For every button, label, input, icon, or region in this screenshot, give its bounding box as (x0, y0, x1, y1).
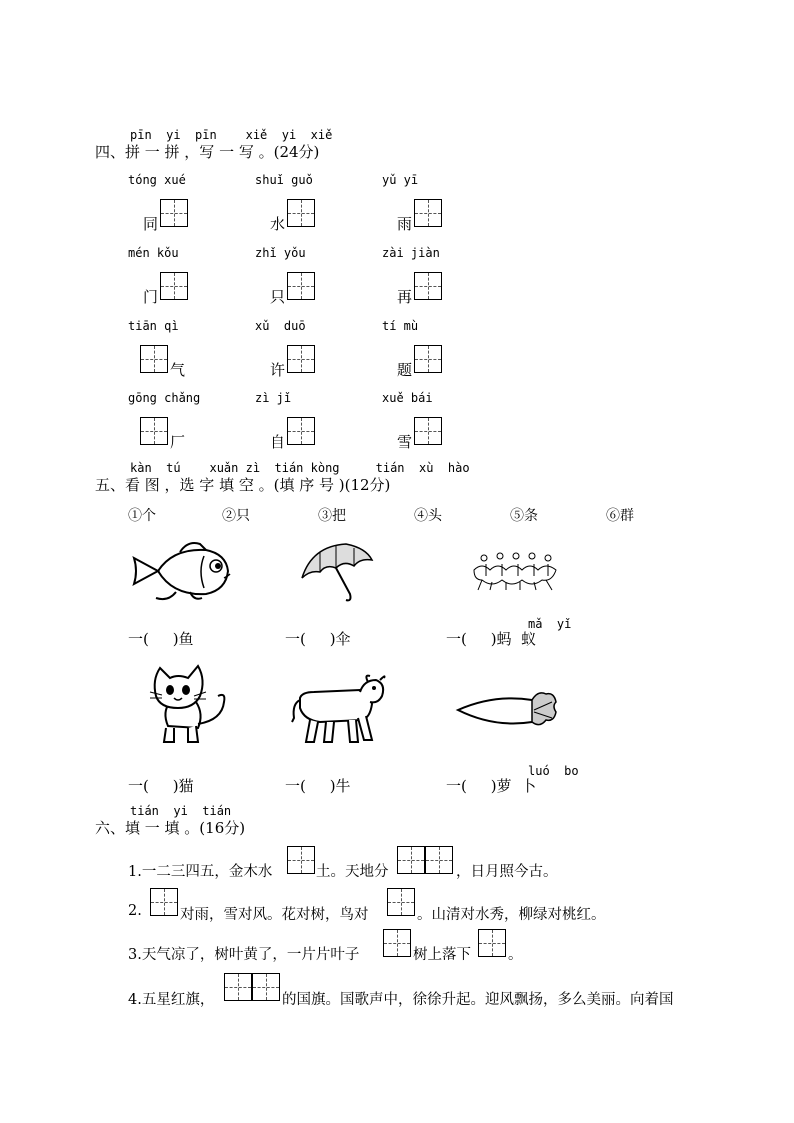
section5-title: 五、看 图 ，选 字 填 空 。(填 序 号 )(12分) (95, 476, 391, 494)
word-pinyin: tiān qì (128, 319, 179, 333)
word-pinyin: zhǐ yǒu (255, 246, 306, 260)
given-character: 雪 (397, 433, 413, 451)
option-6: ⑥群 (606, 508, 634, 524)
line3-part1: 3.天气凉了，树叶黄了，一片片叶子 (128, 947, 360, 963)
fill-fish: 一( )鱼 (128, 630, 194, 648)
writing-box[interactable] (414, 417, 442, 445)
writing-box[interactable] (414, 345, 442, 373)
given-character: 自 (270, 433, 286, 451)
line3-part2: 树上落下 (413, 947, 471, 963)
word-pinyin: gōng chǎng (128, 391, 201, 405)
word-pinyin: zài jiàn (382, 246, 440, 260)
option-1: ①个 (128, 508, 156, 524)
pinyin-luobo: luó bo (528, 764, 579, 778)
given-character: 雨 (397, 215, 413, 233)
writing-box[interactable] (478, 929, 506, 957)
word-pinyin: shuǐ guǒ (255, 173, 313, 187)
line2-part1: 2. (128, 903, 142, 919)
fish-icon (128, 538, 232, 604)
writing-box[interactable] (252, 973, 280, 1001)
word-pinyin: mén kǒu (128, 246, 179, 260)
line1-part1: 1.一二三四五，金木水 (128, 864, 273, 880)
line2-part2: 对雨，雪对风。花对树，鸟对 (180, 907, 369, 923)
word-pinyin: tóng xué (128, 173, 186, 187)
option-4: ④头 (414, 508, 442, 524)
writing-box[interactable] (414, 199, 442, 227)
radish-icon (454, 688, 558, 734)
writing-box[interactable] (140, 345, 168, 373)
ants-icon (472, 550, 558, 592)
fill-ants: 一( )蚂 蚁 (446, 630, 537, 648)
writing-box[interactable] (287, 846, 315, 874)
fill-umbrella: 一( )伞 (285, 630, 351, 648)
given-character: 门 (143, 288, 159, 306)
writing-box[interactable] (383, 929, 411, 957)
line1-part2: 土。天地分 (316, 864, 389, 880)
word-pinyin: zì jǐ (255, 391, 292, 405)
given-character: 只 (270, 288, 286, 306)
given-character: 厂 (170, 433, 186, 451)
line1-part3: ，日月照今古。 (456, 864, 558, 880)
line3-part3: 。 (508, 947, 523, 963)
line2-part3: 。山清对水秀，柳绿对桃红。 (417, 907, 606, 923)
word-pinyin: xǔ duō (255, 319, 306, 333)
writing-box[interactable] (387, 888, 415, 916)
writing-box[interactable] (224, 973, 252, 1001)
word-pinyin: tí mù (382, 319, 419, 333)
fill-radish: 一( )萝 卜 (446, 777, 537, 795)
given-character: 许 (270, 361, 286, 379)
section4-pinyin: pīn yi pīn xiě yi xiě (130, 128, 333, 142)
given-character: 题 (397, 361, 413, 379)
given-character: 气 (170, 361, 186, 379)
line4-part1: 4.五星红旗， (128, 992, 215, 1008)
writing-box[interactable] (287, 417, 315, 445)
option-2: ②只 (222, 508, 250, 524)
fill-cow: 一( )牛 (285, 777, 351, 795)
writing-box[interactable] (414, 272, 442, 300)
cat-icon (148, 662, 230, 746)
writing-box[interactable] (287, 345, 315, 373)
section6-pinyin: tián yi tián (130, 804, 232, 818)
given-character: 再 (397, 288, 413, 306)
writing-box[interactable] (140, 417, 168, 445)
option-3: ③把 (318, 508, 346, 524)
word-pinyin: xuě bái (382, 391, 433, 405)
given-character: 同 (143, 215, 159, 233)
writing-box[interactable] (397, 846, 425, 874)
writing-box[interactable] (150, 888, 178, 916)
option-5: ⑤条 (510, 508, 538, 524)
given-character: 水 (270, 215, 286, 233)
writing-box[interactable] (160, 199, 188, 227)
section5-pinyin: kàn tú xuǎn zì tián kòng tián xù hào (130, 461, 470, 475)
writing-box[interactable] (160, 272, 188, 300)
cow-icon (290, 674, 388, 746)
line4-part2: 的国旗。国歌声中，徐徐升起。迎风飘扬，多么美丽。向着国 (282, 992, 674, 1008)
writing-box[interactable] (287, 199, 315, 227)
pinyin-mayi: mǎ yǐ (528, 617, 572, 631)
umbrella-icon (296, 538, 374, 604)
word-pinyin: yǔ yī (382, 173, 419, 187)
section6-title: 六、填 一 填 。(16分) (95, 819, 246, 837)
writing-box[interactable] (425, 846, 453, 874)
section4-title: 四、拼 一 拼 ，写 一 写 。(24分) (95, 143, 320, 161)
fill-cat: 一( )猫 (128, 777, 194, 795)
writing-box[interactable] (287, 272, 315, 300)
